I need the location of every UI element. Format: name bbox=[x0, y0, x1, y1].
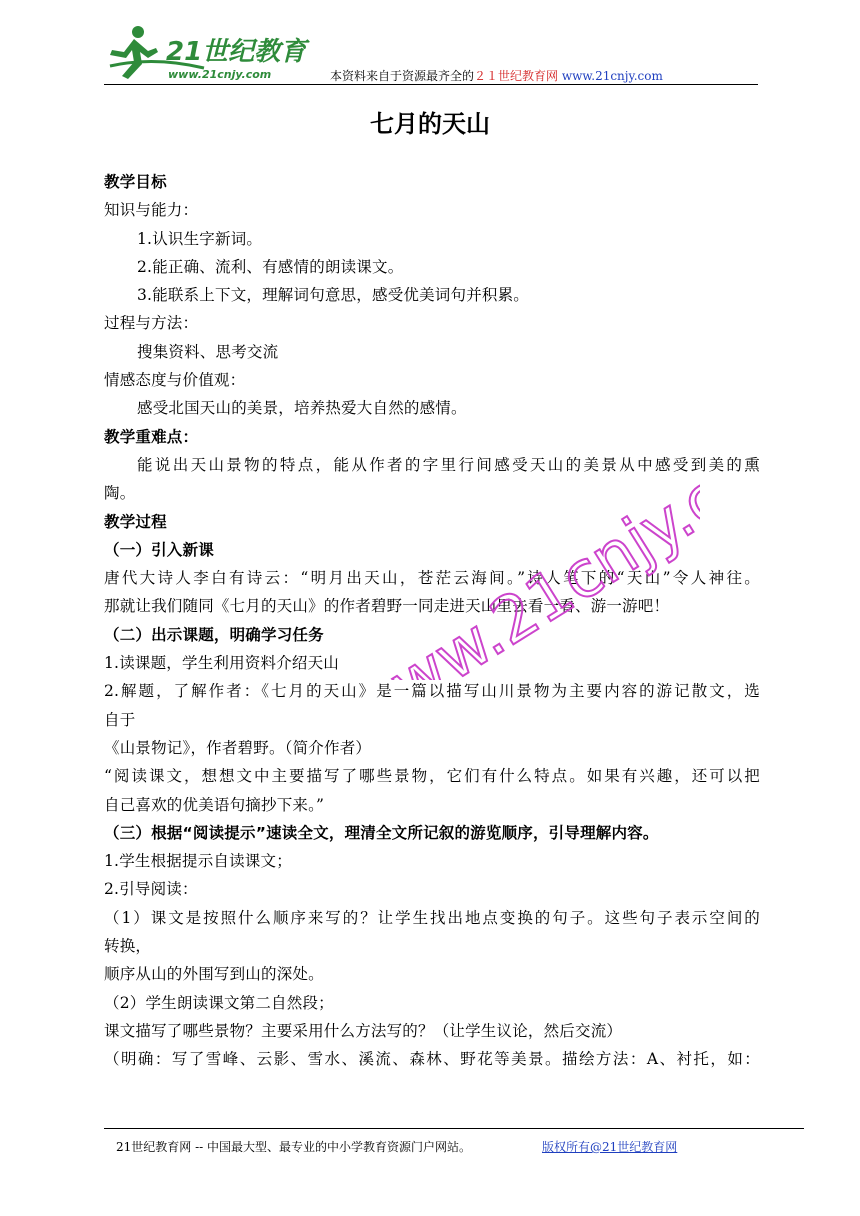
paragraph-line: 自于 bbox=[104, 710, 136, 729]
header-url-link[interactable]: www.21cnjy.com bbox=[561, 69, 663, 83]
paragraph-line: 1.学生根据提示自读课文； bbox=[104, 852, 292, 871]
paragraph-line: 唐代大诗人李白有诗云：“明月出天山，苍茫云海间。”诗人笔下的“天山”令人神往。 bbox=[104, 569, 760, 588]
paragraph-line: 2.引导阅读： bbox=[104, 880, 198, 899]
paragraph-line: 《山景物记》，作者碧野。（简介作者） bbox=[104, 738, 372, 757]
page-title: 七月的天山 bbox=[370, 110, 490, 138]
site-logo[interactable] bbox=[104, 22, 314, 84]
document-body bbox=[104, 168, 760, 1074]
paragraph-line: 1.读课题，学生利用资料介绍天山 bbox=[104, 654, 339, 673]
paragraph-line: 课文描写了哪些景物？主要采用什么方法写的？（让学生议论，然后交流） bbox=[104, 1021, 623, 1040]
paragraph-line: 搜集资料、思考交流 bbox=[137, 342, 279, 361]
footer-text: 21世纪教育网 -- 中国最大型、最专业的中小学教育资源门户网站。 bbox=[116, 1140, 472, 1154]
paragraph-line: （1）课文是按照什么顺序来写的？让学生找出地点变换的句子。这些句子表示空间的 bbox=[104, 908, 760, 927]
section-heading: （二）出示课题，明确学习任务 bbox=[104, 625, 324, 644]
paragraph-line: 2.能正确、流利、有感情的朗读课文。 bbox=[137, 257, 404, 276]
paragraph-line: 3.能联系上下文，理解词句意思，感受优美词句并积累。 bbox=[137, 286, 529, 305]
header-note bbox=[330, 67, 663, 84]
paragraph-line: 那就让我们随同《七月的天山》的作者碧野一同走进天山里去看一看、游一游吧！ bbox=[104, 597, 670, 616]
paragraph-line: 知识与能力： bbox=[104, 201, 199, 220]
section-heading: 教学过程 bbox=[104, 512, 167, 531]
header-note-prefix: 本资料来自于资源最齐全的 bbox=[330, 69, 475, 83]
paragraph-line: 陶。 bbox=[104, 484, 136, 503]
section-heading: 教学目标 bbox=[104, 173, 167, 191]
paragraph-line: 2.解题，了解作者：《七月的天山》是一篇以描写山川景物为主要内容的游记散文，选 bbox=[104, 682, 760, 701]
paragraph-line: 顺序从山的外围写到山的深处。 bbox=[104, 965, 324, 984]
logo-url: www.21cnjy.com bbox=[168, 68, 272, 81]
paragraph-line: 过程与方法： bbox=[104, 314, 199, 333]
logo-text: 21世纪教育 bbox=[166, 37, 307, 67]
paragraph-line: 转换， bbox=[104, 937, 152, 956]
section-heading: （三）根据“阅读提示”速读全文，理清全文所记叙的游览顺序，引导理解内容。 bbox=[104, 823, 659, 842]
paragraph-line: 自己喜欢的优美语句摘抄下来。” bbox=[104, 795, 325, 814]
paragraph-line: 能说出天山景物的特点，能从作者的字里行间感受天山的美景从中感受到美的熏 bbox=[137, 455, 760, 474]
header-site-link[interactable]: ２１世纪教育网 bbox=[474, 69, 559, 83]
footer-divider bbox=[104, 1128, 804, 1129]
section-heading: （一）引入新课 bbox=[104, 540, 214, 559]
paragraph-line: 1.认识生字新词。 bbox=[137, 229, 263, 248]
paragraph-line: “阅读课文，想想文中主要描写了哪些景物，它们有什么特点。如果有兴趣，还可以把 bbox=[104, 767, 760, 786]
watermark-text: www.21cnjy.com bbox=[333, 406, 700, 680]
paragraph-line: （明确：写了雪峰、云影、雪水、溪流、森林、野花等美景。描绘方法：A、衬托，如： bbox=[104, 1050, 760, 1069]
paragraph-line: 情感态度与价值观： bbox=[104, 371, 246, 390]
runner-icon bbox=[110, 26, 158, 79]
paragraph-line: 感受北国天山的美景，培养热爱大自然的感情。 bbox=[137, 399, 467, 418]
paragraph-line: （2）学生朗读课文第二自然段； bbox=[104, 993, 334, 1012]
header-divider bbox=[104, 84, 758, 85]
section-heading: 教学重难点： bbox=[104, 427, 199, 446]
copyright-link[interactable]: 版权所有@21世纪教育网 bbox=[542, 1140, 678, 1154]
